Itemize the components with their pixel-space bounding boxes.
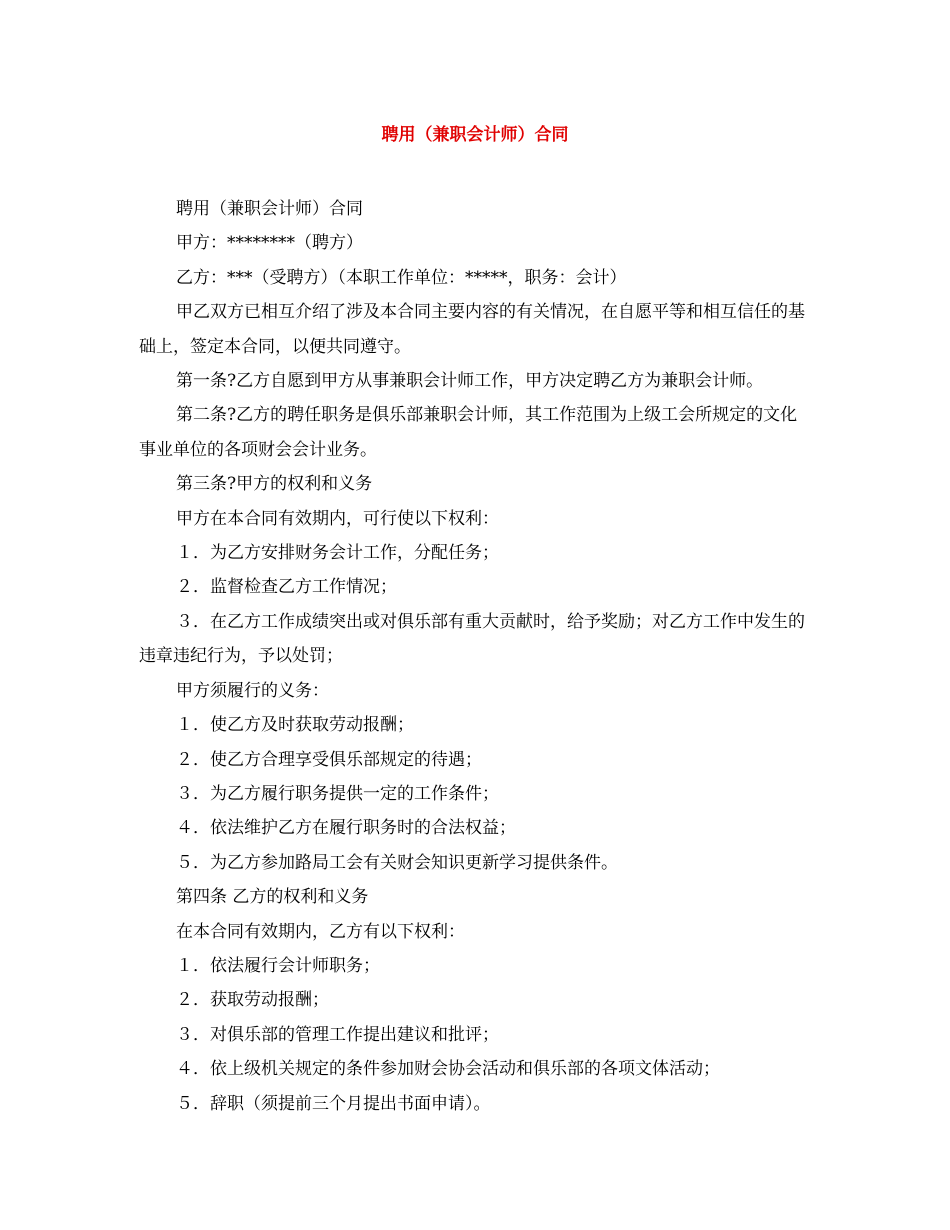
paragraph: 第一条?乙方自愿到甲方从事兼职会计师工作，甲方决定聘乙方为兼职会计师。 (176, 371, 764, 392)
list-item: ３．在乙方工作成绩突出或对俱乐部有重大贡献时，给予奖励；对乙方工作中发生的违章违纪行为，予以处罚； (139, 611, 805, 667)
paragraph: 第二条?乙方的聘任职务是俱乐部兼职会计师，其工作范围为上级工会所规定的文化事业单位的各项财会会计业务。 (139, 405, 798, 460)
paragraph: 乙方：***（受聘方）（本职工作单位：*****，职务：会计） (176, 267, 627, 288)
paragraph: 第三条?甲方的权利和义务 (176, 474, 373, 495)
list-item: ２．获取劳动报酬； (176, 990, 329, 1011)
list-item: ４．依法维护乙方在履行职务时的合法权益； (176, 818, 516, 839)
document-title: 聘用（兼职会计师）合同 (381, 125, 569, 145)
paragraph: 聘用（兼职会计师）合同 (176, 199, 363, 219)
paragraph: 甲方：********（聘方） (176, 233, 363, 254)
list-item: ２．使乙方合理享受俱乐部规定的待遇； (176, 749, 482, 770)
list-item: ２．监督检查乙方工作情况； (176, 577, 397, 598)
list-item: ５．辞职（须提前三个月提出书面申请）。 (176, 1093, 491, 1114)
list-item: １．依法履行会计师职务； (176, 955, 380, 976)
paragraph: 甲方须履行的义务： (176, 680, 329, 701)
list-item: １．为乙方安排财务会计工作，分配任务； (176, 543, 499, 564)
document-body (139, 192, 811, 1121)
list-item: １．使乙方及时获取劳动报酬； (176, 715, 414, 736)
paragraph: 在本合同有效期内，乙方有以下权利： (176, 921, 465, 942)
list-item: ３．为乙方履行职务提供一定的工作条件； (176, 783, 499, 804)
list-item: ３．对俱乐部的管理工作提出建议和批评； (176, 1024, 499, 1045)
list-item: ５．为乙方参加路局工会有关财会知识更新学习提供条件。 (176, 852, 618, 873)
paragraph: 甲方在本合同有效期内，可行使以下权利： (176, 508, 499, 529)
paragraph: 甲乙双方已相互介绍了涉及本合同主要内容的有关情况，在自愿平等和相互信任的基础上，签定本合同，以便共同遵守。 (139, 302, 805, 357)
paragraph: 第四条 乙方的权利和义务 (176, 887, 369, 908)
list-item: ４．依上级机关规定的条件参加财会协会活动和俱乐部的各项文体活动； (176, 1059, 720, 1080)
